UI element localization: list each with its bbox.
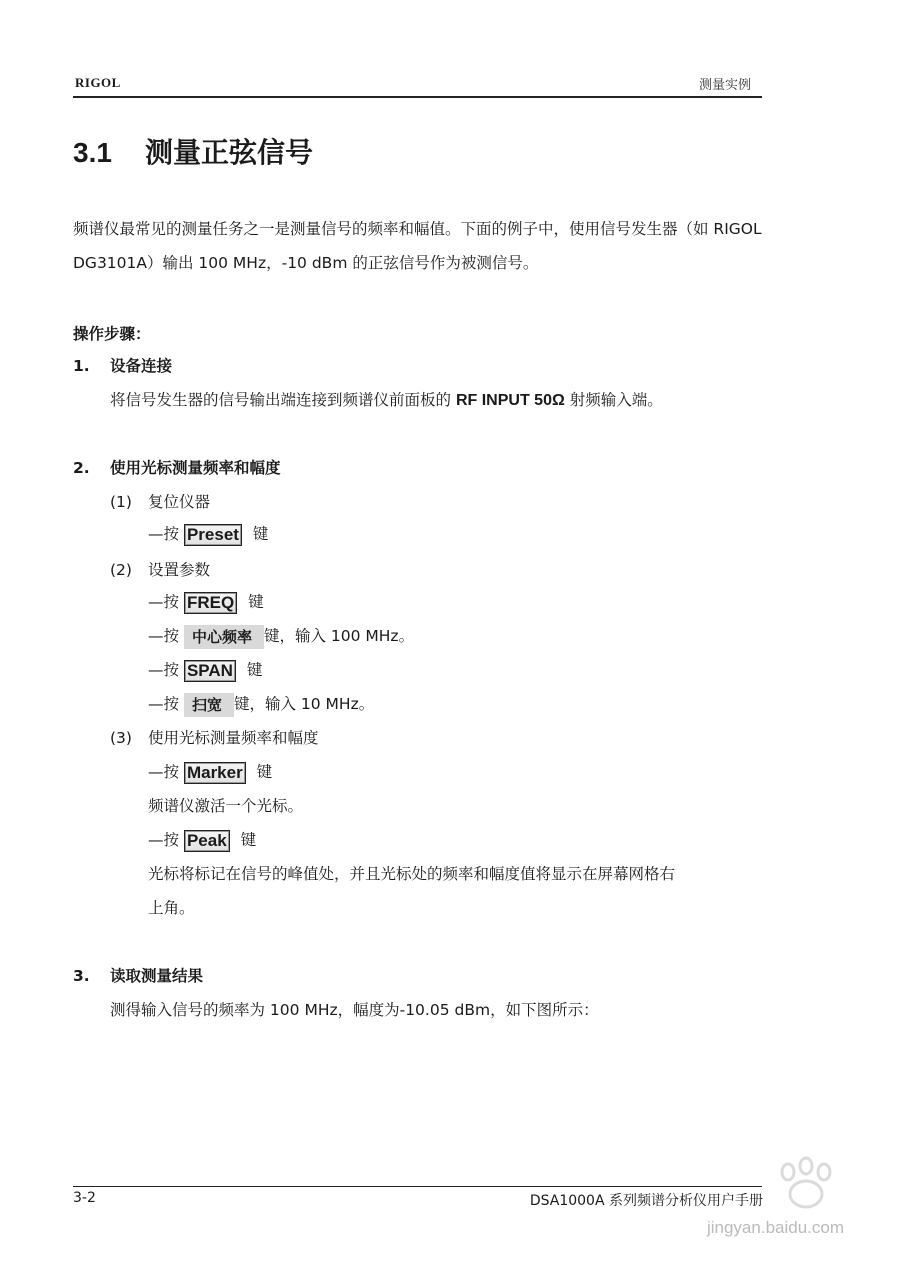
header-section: 测量实例: [698, 78, 751, 93]
key-suffix: 键: [248, 593, 264, 611]
press-label: —按: [148, 695, 180, 713]
press-label: —按: [148, 593, 180, 611]
sub1-text: 复位仪器: [148, 493, 211, 511]
sub2-text: 设置参数: [148, 561, 211, 579]
result-line-1: 光标将标记在信号的峰值处，并且光标处的频率和幅度值将显示在屏幕网格右: [148, 865, 676, 883]
press-label: —按: [148, 661, 180, 679]
center-freq-softkey: 中心频率: [184, 625, 264, 649]
step3-text: 测得输入信号的频率为 100 MHz，幅度为-10.05 dBm，如下图所示：: [110, 1001, 599, 1019]
preset-key: Preset: [184, 524, 242, 546]
sub2-heading: [110, 558, 210, 580]
key-suffix: 键: [240, 831, 257, 849]
activate-text: 频谱仪激活一个光标。: [148, 797, 304, 815]
key-suffix: 键，输入 100 MHz。: [263, 627, 415, 645]
page-title: [73, 131, 313, 171]
sub3-number: (3): [110, 729, 132, 747]
step2-title: 使用光标测量频率和幅度: [110, 459, 281, 477]
header-brand: RIGOL: [75, 75, 121, 90]
rf-input-label: RF INPUT 50Ω: [455, 392, 565, 409]
steps-title: 操作步骤：: [73, 325, 151, 343]
key-suffix: 键: [252, 525, 269, 543]
sweep-line: [148, 692, 374, 717]
key-suffix: 键: [256, 763, 273, 781]
center-freq-line: [148, 624, 414, 649]
preset-line: [148, 522, 268, 546]
peak-key: Peak: [184, 830, 230, 852]
sub1-number: (1): [110, 493, 132, 511]
header-rule: [73, 96, 762, 98]
press-label: —按: [148, 831, 180, 849]
section-number: 3.1: [73, 137, 112, 168]
span-softkey: 扫宽: [184, 693, 234, 717]
sub2-number: (2): [110, 561, 132, 579]
step1-title: 设备连接: [110, 357, 173, 375]
step1-text-b: 射频输入端。: [569, 391, 663, 409]
peak-line: [148, 828, 256, 852]
step1-text-a: 将信号发生器的信号输出端连接到频谱仪前面板的: [110, 391, 452, 409]
intro-paragraph: 频谱仪最常见的测量任务之一是测量信号的频率和幅值。下面的例子中，使用信号发生器（如 RIGOL DG3101A）输出 100 MHz，-10 dBm 的正弦信号作为被测信号。: [73, 220, 762, 272]
sub1-heading: [110, 490, 210, 512]
marker-line: [148, 760, 272, 784]
sub3-text: 使用光标测量频率和幅度: [148, 729, 319, 747]
press-label: —按: [148, 627, 180, 645]
sub3-heading: [110, 726, 319, 748]
watermark-url: jingyan.baidu.com: [706, 1218, 844, 1237]
step1-number: 1.: [73, 357, 90, 375]
step1-text: [110, 388, 663, 410]
freq-line: [148, 590, 264, 614]
step2-number: 2.: [73, 459, 90, 477]
span-key: SPAN: [184, 660, 236, 682]
freq-key: FREQ: [184, 592, 237, 614]
result-line-2: 上角。: [148, 899, 195, 917]
marker-key: Marker: [184, 762, 246, 784]
manual-title: DSA1000A 系列频谱分析仪用户手册: [529, 1193, 763, 1209]
press-label: —按: [148, 525, 180, 543]
key-suffix: 键: [246, 661, 263, 679]
span-line: [148, 658, 262, 682]
step3-number: 3.: [73, 967, 90, 985]
key-suffix: 键，输入 10 MHz。: [233, 695, 375, 713]
page-number: 3-2: [73, 1190, 96, 1206]
section-title: 测量正弦信号: [145, 136, 314, 169]
step2-heading: [73, 456, 281, 478]
press-label: —按: [148, 763, 180, 781]
step3-title: 读取测量结果: [110, 967, 204, 985]
step3-heading: [73, 964, 203, 986]
footer-rule: [73, 1186, 762, 1187]
step1-heading: [73, 354, 172, 376]
